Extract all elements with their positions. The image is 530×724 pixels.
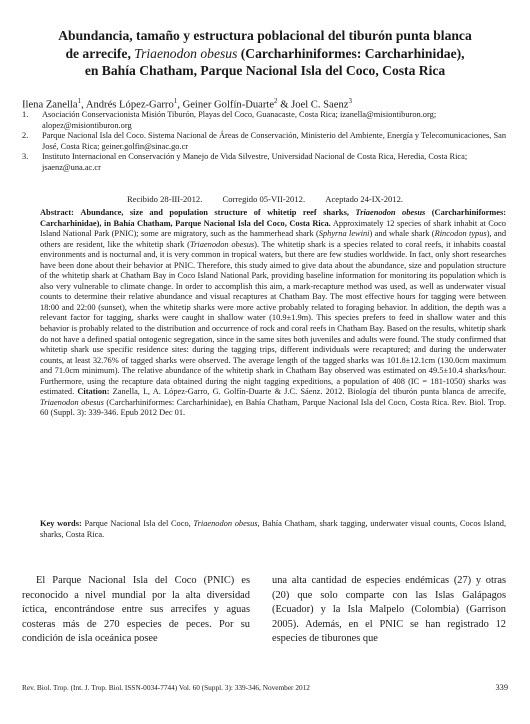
- journal-citation: Rev. Biol. Trop. (Int. J. Trop. Biol. ISSN-0034-7744) Vol. 60 (Suppl. 3): 339-346, November 2012: [22, 683, 310, 692]
- affiliation-list: [22, 110, 508, 174]
- affiliation-item: [22, 110, 508, 131]
- keywords-text: Parque Nacional Isla del Coco,: [84, 519, 191, 528]
- abstract-title-post: (Carcharhiniformes: Carcharhinidae), in Bahía Chatham, Parque Nacional Isla del Coco, Costa Rica.: [40, 208, 507, 228]
- affiliation-item: [22, 131, 508, 152]
- abstract-block: [40, 208, 506, 419]
- author-name: Geiner Golfín-Duarte: [182, 99, 275, 111]
- corrected-date: Corregido 05-VII-2012.: [222, 194, 306, 204]
- abstract-text: ) and whale shark (: [369, 229, 435, 239]
- abstract-label: Abstract:: [40, 208, 74, 217]
- affiliation-text: Instituto Internacional en Conservación y Manejo de Vida Silvestre, Universidad Nacional de Costa Rica, Heredia, Costa Rica; jsaenz@una.ac.cr: [42, 152, 468, 172]
- keywords-text: , Bahía Chatham, shark tagging, underwater visual counts, Cocos Island, sharks, Costa Rica.: [40, 519, 507, 539]
- body-column-left: El Parque Nacional Isla del Coco (PNIC) es reconocido a nivel mundial por la alta diversidad íctica, encontrándose entre sus arrecifes y aguas costeras más de 270 especies de peces. Por su condición de isla oceánica posee: [22, 575, 250, 645]
- author-separator: &: [277, 99, 292, 111]
- author-affiliation-mark: 1: [77, 97, 82, 105]
- affiliation-item: [22, 152, 508, 173]
- title-line-2: [22, 45, 508, 63]
- author-name: Andrés López-Garro: [85, 99, 174, 111]
- citation-text: (Carcharhiniformes: Carcharhinidae), en Bahía Chatham, Parque Nacional Isla del Coco, Costa Rica. Rev. Biol. Trop. 60 (Suppl. 3): 339-346. Epub 2012 Dec 01.: [40, 397, 507, 418]
- abstract-text: ), and others are resident, like the whitetip shark (: [40, 229, 507, 249]
- abstract-text: Approximately 12 species of shark inhabit at Coco Island National Park (PNIC); some are migratory, such as the hammerhead shark (: [40, 218, 506, 239]
- species-name: Rincodon typus: [434, 229, 487, 239]
- title-line-2-post: (Carcharhiniformes: Carcharhinidae),: [240, 45, 465, 61]
- citation-species: Triaenodon obesus: [40, 397, 104, 407]
- species-name: Sphyrna lewini: [318, 229, 370, 239]
- citation-text: Zanella, I., A. López-Garro, G. Golfín-Duarte & J.C. Sáenz. 2012. Biología del tiburón punta blanca de arrecife,: [112, 387, 507, 397]
- author-name: Joel C. Saenz: [291, 99, 349, 111]
- abstract-text: ). The whitetip shark is a species related to coral reefs, it inhabits coastal environments and is nocturnal and, it is very common in tropical waters, but there are few studies worldwide. In fact, only short researches have been done about their behavior at PNIC. Therefore, this study aimed to give data about the abundance, size and population structure of the whitetip shark at Chatham Bay in Coco Island National Park, providing baseline information for monitoring its population which is also very vulnerable to climate change. In order to accomplish this aim, a mark-recapture method was used, as well as underwater visual counts to determine their relative abundance and visual recaptures at Chatham Bay. The most effective hours for tagging were between 18:00 and 22:00 (sunset), when the whitetip sharks were more active probably related to foraging behavior. In addition, the depth was a relevant factor for tagging, sharks were caught in shallow water (10.9±1.9m). This species prefers to feed in shallow water and this behavior is probably related to the distribution and occurrence of rock and coral reefs in Chatham Bay. Based on the results, whitetip shark do not have a defined spatial ontogenic segregation, since in the same sites both juveniles and adults were found. The study confirmed that whitetip shark use specific residence sites: during the tagging trips, different individuals were recaptured; and during the underwater counts, at least 32.76% of tagged sharks were observed. The average length of the tagged sharks was 101.8±12.1cm (130.0cm maximum and 71.0cm minimum). The relative abundance of the whitetip shark in Chatham Bay observed was estimated on 49.5±10.4 sharks/hour. Furthermore, using the recapture data obtained during the night tagging expeditions, a population of 408 (IC = 181-1050) sharks was estimated.: [40, 239, 507, 397]
- keywords-label: Key words:: [40, 519, 82, 528]
- title-line-2-pre: de arrecife,: [65, 45, 131, 61]
- abstract-title-species: Triaenodon obesus: [355, 208, 426, 217]
- abstract-title-pre: Abundance, size and population structure of whitetip reef sharks,: [80, 208, 349, 217]
- affiliation-number: 3.: [22, 152, 29, 162]
- page-number: 339: [495, 683, 508, 692]
- affiliation-number: 1.: [22, 110, 29, 119]
- title-species: Triaenodon obesus: [134, 45, 238, 61]
- citation-label: Citation:: [77, 387, 110, 397]
- title-line-3: en Bahía Chatham, Parque Nacional Isla del Coco, Costa Rica: [84, 63, 446, 78]
- affiliation-number: 2.: [22, 131, 29, 141]
- title-line-1: Abundancia, tamaño y estructura poblacional del tiburón punta blanca: [58, 28, 472, 43]
- accepted-date: Aceptado 24-IX-2012.: [325, 194, 404, 204]
- article-dates: [0, 194, 530, 204]
- author-separator: ,: [177, 99, 183, 111]
- author-affiliation-mark: 3: [348, 97, 352, 105]
- author-affiliation-mark: 2: [274, 97, 278, 105]
- affiliation-text: Parque Nacional Isla del Coco. Sistema Nacional de Áreas de Conservación, Ministerio del Ambiente, Energía y Telecomunicaciones, San José, Costa Rica; geiner.golfin@sinac.go.cr: [42, 131, 507, 151]
- affiliation-text: Asociación Conservacionista Misión Tiburón, Playas del Coco, Guanacaste, Costa Rica; izanella@misiontiburon.org; alopez@misiontiburon.org: [42, 110, 437, 130]
- keywords-species: Triaenodon obesus: [193, 519, 258, 528]
- body-column-right: una alta cantidad de especies endémicas (27) y otras (20) que solo comparte con las Islas Galápagos (Ecuador) y la Isla Malpelo (Colombia) (Garrison 2005). Además, en el PNIC se han registrado 12 especies de tiburones que: [272, 575, 506, 645]
- species-name: Triaenodon obesus: [189, 239, 255, 249]
- keywords-block: [40, 519, 506, 540]
- author-name: Ilena Zanella: [22, 99, 78, 111]
- author-separator: ,: [81, 99, 86, 111]
- author-affiliation-mark: 1: [173, 97, 178, 105]
- received-date: Recibido 28-III-2012.: [126, 194, 203, 204]
- article-title: [22, 27, 508, 80]
